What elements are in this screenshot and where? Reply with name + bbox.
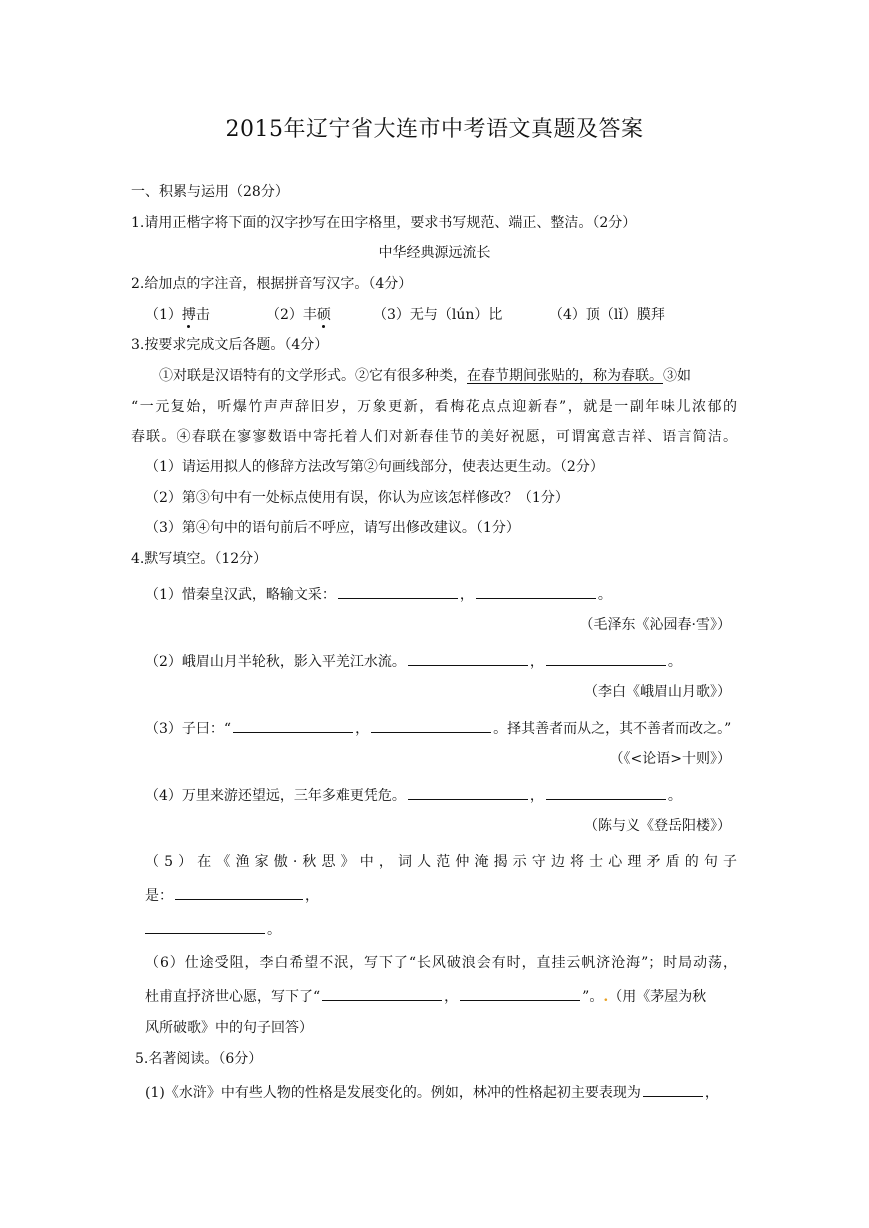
q5-item-1: (1)《水浒》中有些人物的性格是发展变化的。例如，林冲的性格起初主要表现为 ， [145,1082,719,1103]
q4-item-1: （1）惜秦皇汉武，略输文采： ， 。 [145,584,612,605]
question-4: 4.默写填空。（12分） [131,551,268,567]
q2-item-3: （3）无与（lún）比 [373,307,503,323]
answer-blank[interactable] [460,986,580,1001]
q4-source-1: （毛泽东《沁园春·雪》） [579,617,731,633]
q4-item-5-answer-2: 。 [145,919,281,940]
q4-item-6-line-2: 杜甫直抒济世心愿，写下了“ ， ”。.（用《茅屋为秋 [145,986,706,1007]
q3-sub-3: （3）第④句中的语句前后不呼应，请写出修改建议。（1分） [145,520,520,536]
answer-blank[interactable] [546,651,666,666]
q3-sub-2: （2）第③句中有一处标点使用有误，你认为应该怎样修改？（1分） [145,490,569,506]
answer-blank[interactable] [408,651,528,666]
question-3: 3.按要求完成文后各题。（4分） [131,337,329,353]
answer-blank[interactable] [322,986,442,1001]
answer-blank[interactable] [643,1082,703,1097]
answer-blank[interactable] [476,584,596,599]
page-title: 2015年辽宁省大连市中考语文真题及答案 [225,117,644,142]
q4-item-5: （5）在《渔家傲·秋思》中，词人范仲淹揭示守边将士心理矛盾的句子 [145,854,737,870]
copy-phrase: 中华经典源远流长 [378,245,491,261]
q3-passage-line-3: 春联。④春联在寥寥数语中寄托着人们对新春佳节的美好祝愿，可谓寓意吉祥、语言简洁。 [131,429,737,445]
q3-sub-1: （1）请运用拟人的修辞方法改写第②句画线部分，使表达更生动。（2分） [145,459,604,475]
q4-item-6-line-3: 风所破歌》中的句子回答） [145,1020,313,1036]
q4-item-3: （3）子曰：“ ， 。择其善者而从之，其不善者而改之。” [145,718,731,739]
answer-blank[interactable] [175,885,303,900]
q4-source-3: （《<论语>十则》） [609,751,731,767]
q4-item-2: （2）峨眉山月半轮秋，影入平羌江水流。 ， 。 [145,651,682,672]
question-1: 1.请用正楷字将下面的汉字抄写在田字格里，要求书写规范、端正、整洁。（2分） [131,215,637,231]
q4-item-6-line-1: （6）仕途受阻，李白希望不泯，写下了“长风破浪会有时，直挂云帆济沧海”；时局动荡， [145,955,737,971]
q4-item-4: （4）万里来游还望远，三年多难更凭危。 ， 。 [145,785,682,806]
q4-item-5-answer: 是： ， [145,885,319,906]
answer-blank[interactable] [145,919,265,934]
section-heading: 一、积累与运用（28分） [131,184,289,200]
answer-blank[interactable] [408,785,528,800]
q4-source-2: （李白《峨眉山月歌》） [584,684,731,700]
answer-blank[interactable] [546,785,666,800]
answer-blank[interactable] [371,718,491,733]
q3-underlined-sentence: 在春节期间张贴的，称为春联。 [467,368,663,384]
answer-blank[interactable] [338,584,458,599]
q4-source-4: （陈与义《登岳阳楼》） [584,818,731,834]
answer-blank[interactable] [233,718,353,733]
q2-item-4: （4）顶（lǐ）膜拜 [549,307,665,323]
question-2: 2.给加点的字注音，根据拼音写汉字。（4分） [131,276,413,292]
q3-passage-line-1: ①对联是汉语特有的文学形式。②它有很多种类，在春节期间张贴的，称为春联。③如 [159,368,691,384]
stray-mark: . [603,989,609,1005]
q2-item-1: （1）搏击 [145,307,210,323]
q2-item-2: （2）丰硕 [266,307,331,323]
q3-passage-line-2: “一元复始，听爆竹声声辞旧岁，万象更新，看梅花点点迎新春”，就是一副年味儿浓郁的 [131,399,737,415]
question-5: 5.名著阅读。（6分） [135,1051,263,1067]
